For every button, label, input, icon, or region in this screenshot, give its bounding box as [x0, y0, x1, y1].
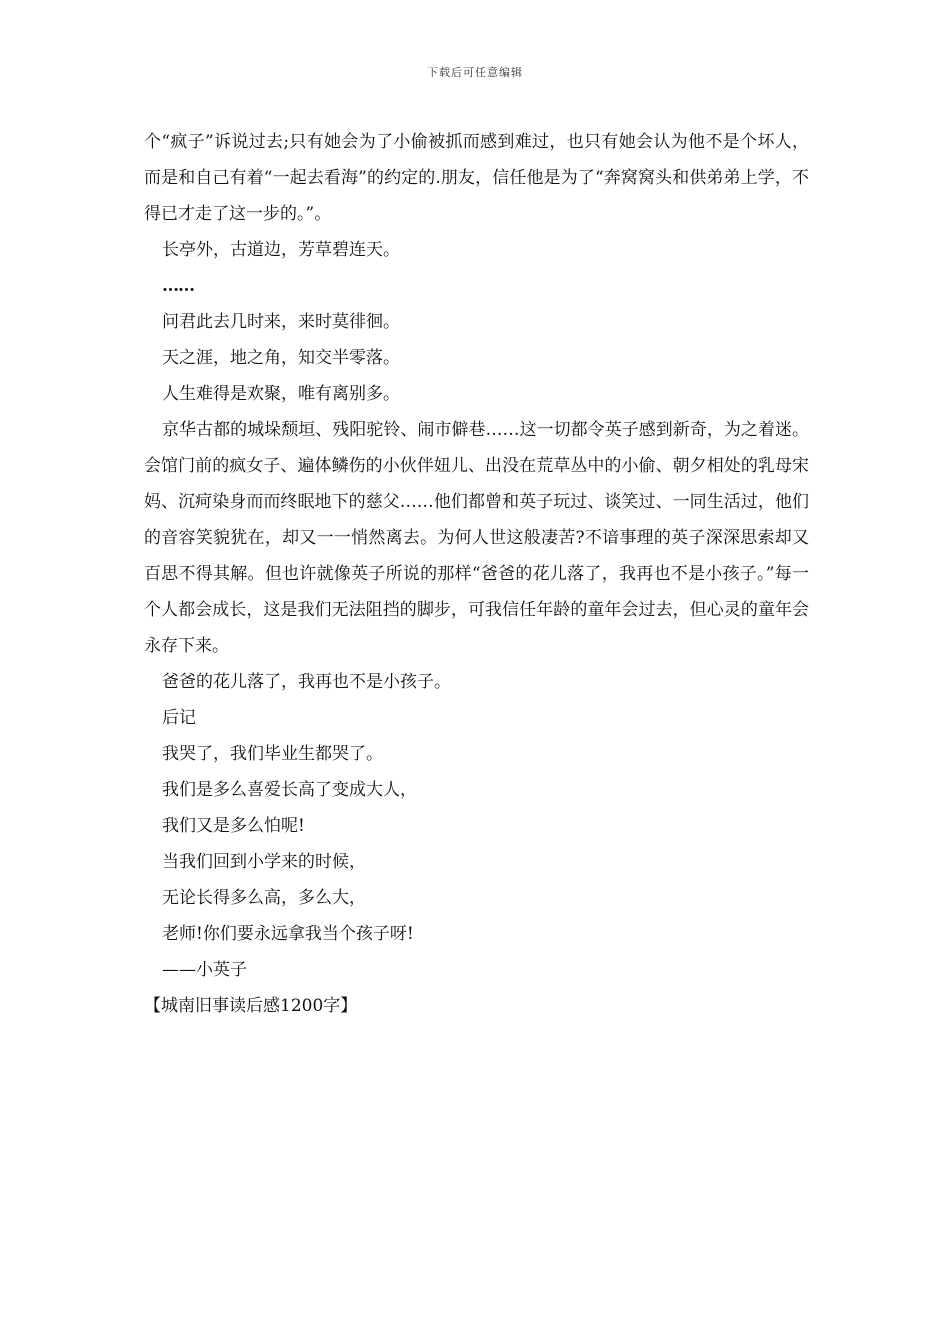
- poem-line: 无论长得多么高，多么大，: [162, 888, 366, 908]
- poem-attribution: ——小英子: [162, 960, 247, 980]
- poem-line: 我们是多么喜爱长高了变成大人，: [162, 780, 417, 800]
- song-line: 人生难得是欢聚，唯有离别多。: [162, 384, 400, 404]
- poem-line: 我们又是多么怕呢!: [162, 816, 305, 836]
- paragraph-line: 爸爸的花儿落了，我再也不是小孩子。: [162, 672, 451, 692]
- page-header: 下载后可任意编辑: [427, 66, 523, 79]
- song-line: 长亭外，古道边，芳草碧连天。: [162, 240, 400, 260]
- document-title-footer: 【城南旧事读后感1200字】: [144, 996, 358, 1016]
- song-line: 天之涯，地之角，知交半零落。: [162, 348, 400, 368]
- ellipsis-line: ……: [162, 276, 194, 296]
- paragraph-body: 京华古都的城垛颓垣、残阳驼铃、闹市僻巷……这一切都令英子感到新奇，为之着迷。会馆门前的疯女子、遍体鳞伤的小伙伴妞儿、出没在荒草丛中的小偷、朝夕相处的乳母宋妈、沉疴染身而而终眠地下的慈父……他们都曾和英子玩过、谈笑过、一同生活过，他们的音容笑貌犹在，却又一一悄然离去。为何人世这般凄苦?不谙事理的英子深深思索却又百思不得其解。但也许就像英子所说的那样“爸爸的花儿落了，我再也不是小孩子。”每一个人都会成长，这是我们无法阻挡的脚步，可我信任年龄的童年会过去，但心灵的童年会永存下来。: [144, 420, 809, 656]
- poem-line: 老师!你们要永远拿我当个孩子呀!: [162, 924, 414, 944]
- song-line: 问君此去几时来，来时莫徘徊。: [162, 312, 400, 332]
- poem-line: 我哭了，我们毕业生都哭了。: [162, 744, 383, 764]
- poem-line: 当我们回到小学来的时候，: [162, 852, 366, 872]
- document-body: [144, 124, 809, 1024]
- paragraph-continuation: 个“疯子”诉说过去;只有她会为了小偷被抓而感到难过，也只有她会认为他不是个坏人，而是和自己有着“一起去看海”的约定的.朋友，信任他是为了“奔窝窝头和供弟弟上学，不得已才走了这一步的。”。: [144, 132, 809, 224]
- section-heading-afterword: 后记: [162, 708, 196, 728]
